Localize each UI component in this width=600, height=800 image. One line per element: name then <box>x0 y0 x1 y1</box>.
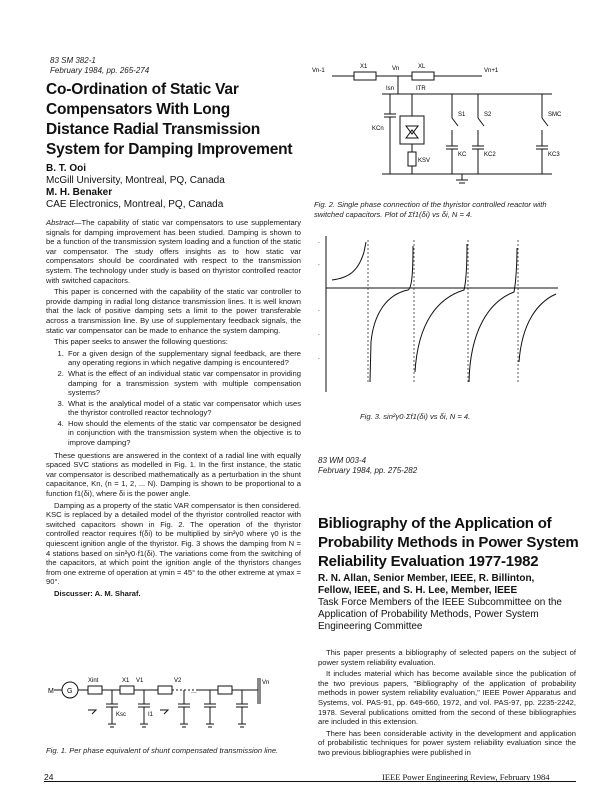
fig2-label-ksv: KSV <box>418 158 431 164</box>
abstract-label: Abstract <box>46 218 74 227</box>
paper1-author1: B. T. Ooi <box>46 163 86 174</box>
fig2-label-v-right: Vn+1 <box>484 68 499 74</box>
fig2-label-vn: Vn <box>392 66 400 72</box>
svg-text:-: - <box>318 332 320 338</box>
fig1-label-xint: Xint <box>88 678 99 684</box>
fig1-label-v2: V2 <box>174 678 182 684</box>
paper2-para3: There has been considerable activity in the development and application of probabilistic techniques for power system reliability evaluation since the two previous bibliographies were published in <box>318 728 576 757</box>
x1-reactance <box>354 72 376 80</box>
abstract-text: —The capability of static var compensators to use supplementary signals for damping improvement has been studied. Damping is shown to be a function of the transmission system loading and a function of the static var compensator. The study offers insights as to how static var compensators should be coordinated with respect to the transmission system. The technology under study is based on thyristor controlled reactor with switched capacitors. <box>46 218 301 285</box>
fig2-caption: Fig. 2. Single phase connection of the thyristor controlled reactor with switched capacitors. Plot of Σf1(δi) vs δi, N = 4. <box>314 200 547 219</box>
ksv-reactor <box>408 152 416 166</box>
fig2-circuit-diagram <box>312 56 574 188</box>
paper2-authors-line2: Fellow, IEEE, and S. H. Lee, Member, IEEE <box>318 585 518 596</box>
paper1-authors <box>46 163 306 211</box>
questions-list <box>46 349 301 448</box>
question-item: 4. How should the elements of the static var compensator be designed in conjunction with the transmission system when the objective is to improve damping? <box>66 419 301 448</box>
paper1-para2: This paper is concerned with the capability of the static var controller to provide damping in radial long distance transmission lines. It is well known that the lack of positive damping sets a limit to the power transferable across a transmission line. By use of supplementary feedback signals, the static var compensator can be made to enhance the system damping. <box>46 287 301 335</box>
question-item: 1. For a given design of the supplementary signal feedback, are there any operating regions in which negative damping is encountered? <box>66 349 301 368</box>
fig2-label-xl: XL <box>418 64 426 70</box>
svg-text:-: - <box>318 262 320 268</box>
question-item: 3. What is the analytical model of a static var compensator which uses the thyristor controlled reactor technology? <box>66 399 301 418</box>
paper1-para4: These questions are answered in the context of a radial line with equally spaced SVC stations as modelled in Fig. 1. In the first instance, the static var compensator is described mathematically as a perturbation in the shunt capacitance, Kn, (n = 1, 2, ... N). Damping is shown to be proportional to a function f1(δi), where δi is the power angle. <box>46 450 301 499</box>
svg-text:-: - <box>318 240 320 246</box>
xn-reactance <box>218 686 232 694</box>
fig1-label-dots: ... <box>191 688 197 695</box>
paper1-title: Co-Ordination of Static Var Compensators With Long Distance Radial Transmission System for Damping Improvement <box>46 81 293 158</box>
question-item: 2. What is the effect of an individual static var compensator in providing damping for a transmission system with multiple compensation systems? <box>66 369 301 398</box>
fig2-label-smc: SMC <box>548 112 562 118</box>
paper1-body <box>46 218 301 601</box>
fig2-label-kc: KC <box>458 152 467 158</box>
fig1-label-machine: M <box>48 688 54 695</box>
xint-reactance <box>88 686 102 694</box>
x1-reactance <box>120 686 134 694</box>
fig2-label-v-left: Vn-1 <box>312 68 325 74</box>
fig1-label-i1: I1 <box>148 712 154 718</box>
fig1-label-x1: X1 <box>122 678 130 684</box>
paper1-affil2: CAE Electronics, Montreal, PQ, Canada <box>46 199 224 210</box>
fig2-label-itr: ITR <box>416 86 426 92</box>
paper1-author2: M. H. Benaker <box>46 187 113 198</box>
svg-text:-: - <box>318 356 320 362</box>
fig2-label-isn: Isn <box>386 86 395 92</box>
paper2-body <box>318 648 576 760</box>
fig2-label-x1: X1 <box>360 64 368 70</box>
paper2-affil: Task Force Members of the IEEE Subcommittee on the Application of Probability Methods, Power System Engineering Committee <box>318 597 562 632</box>
fig2-label-kcn: KCn <box>372 126 384 132</box>
fig1-label-vn: Vn <box>262 680 270 686</box>
fig1-label-ksc: Ksc <box>116 712 127 718</box>
page-number: 24 <box>44 772 54 782</box>
fig2-label-s2: S2 <box>484 112 492 118</box>
paper1-ref-block <box>50 56 149 76</box>
fig1-label-gen: G <box>67 688 73 695</box>
paper2-ref-line1: 83 WM 003-4 <box>318 456 367 465</box>
journal-footer: IEEE Power Engineering Review, February 1984 <box>382 772 550 782</box>
paper1-para5: Damping as a property of the static VAR compensator is then considered. KSC is replaced by a detailed model of the thyristor controlled reactor with switched capacitors shown in Fig. 2. The operation of the thyristor controlled reactor requires f(δi) to be multiplied by sin²γ0 where γ0 is the quiescent ignition angle of the thyristor. Fig. 3 shows the damping from N = 4 stations based on sin²γ0·f1(δi). The variations come from the switching of the capacitors, at which point the ignition angle of the thyristors changes from one extreme of operation at γmin = 45° to the other extreme at γmax = 90°. <box>46 500 301 587</box>
paper2-ref-line2: February 1984, pp. 275-282 <box>318 466 418 475</box>
paper1-abstract <box>46 218 301 285</box>
paper2-authors-line1: R. N. Allan, Senior Member, IEEE, R. Billinton, <box>318 573 535 584</box>
paper1-ref-line1: 83 SM 382-1 <box>50 56 96 65</box>
paper2-para2: It includes material which has become available since the publication of the two previous papers, "Bibliography of the application of probability methods in power system reliability evaluation," IEEE Power Apparatus and Systems, vol. PAS-91, pp. 649-660, 1972, and vol. PAS-97, pp. 2235-2242, 1978. Several publications omitted from the second of these bibliographies are included in this extension. <box>318 669 576 727</box>
paper2-ref-block <box>318 456 417 476</box>
xl-reactance <box>412 72 434 80</box>
paper2-title: Bibliography of the Application of Probability Methods in Power System Reliability Evaluation 1977-1982 <box>318 515 579 570</box>
fig3-curve <box>332 242 556 382</box>
paper1-affil1: McGill University, Montreal, PQ, Canada <box>46 175 225 186</box>
fig3-plot <box>318 232 568 402</box>
fig1-caption: Fig. 1. Per phase equivalent of shunt compensated transmission line. <box>46 746 279 755</box>
paper1-discusser: Discusser: A. M. Sharaf. <box>54 588 141 598</box>
fig1-label-v1: V1 <box>136 678 144 684</box>
svg-text:-: - <box>318 308 320 314</box>
fig2-label-kc2: KC2 <box>484 152 496 158</box>
paper1-ref-line2: February 1984, pp. 265-274 <box>50 66 150 75</box>
x2-reactance <box>158 686 172 694</box>
paper1-para3: This paper seeks to answer the following questions: <box>54 337 228 347</box>
fig1-circuit-diagram <box>48 664 303 742</box>
fig2-label-s1: S1 <box>458 112 466 118</box>
paper2-authors <box>318 573 580 633</box>
fig3-caption: Fig. 3. sin²γ0·Σf1(δi) vs δi, N = 4. <box>360 412 471 421</box>
paper2-para1: This paper presents a bibliography of selected papers on the subject of power system reliability evaluation. <box>318 648 576 667</box>
fig2-label-kc3: KC3 <box>548 152 560 158</box>
